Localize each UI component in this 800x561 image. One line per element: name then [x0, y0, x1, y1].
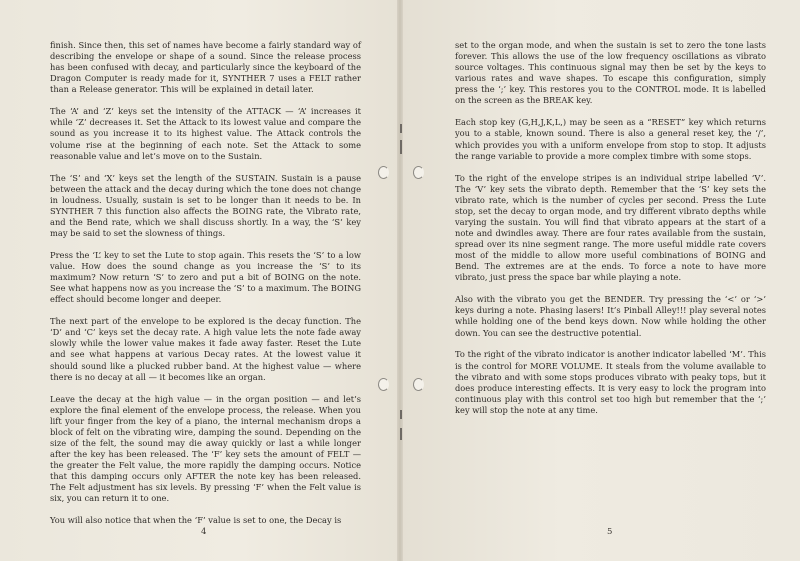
paragraph: Each stop key (G,H,J,K,L,) may be seen as a “RESET” key which returns you to a stable, known sound. There is also a general reset key, the ‘/’, which provides you with a uniform envelope from stop to stop. It adjusts the range variable to provide a more complex timbre with some stops.: [455, 117, 766, 161]
left-text-column: [50, 40, 361, 537]
paragraph: finish. Since then, this set of names have become a fairly standard way of describing the envelope or shape of a sound. Since the release process has been confused with decay, and particularly since the keyboard of the Dragon Computer is ready made for it, SYNTHER 7 uses a FELT rather than a Release generator. This will be explained in detail later.: [50, 40, 361, 95]
paragraph: The ‘S’ and ‘X’ keys set the length of the SUSTAIN. Sustain is a pause between the attack and the decay during which the tone does not change in loudness. Usually, sustain is set to be longer than it needs to be. In SYNTHER 7 this function also affects the BOING rate, the Vibrato rate, and the Bend rate, which we shall discuss shortly. In a way, the ‘S’ key may be said to set the slowness of things.: [50, 172, 361, 238]
paragraph: To the right of the vibrato indicator is another indicator labelled ‘M’. This is the control for MORE VOLUME. It steals from the volume available to the vibrato and with some stops produces vibrato with peaky tops, but it does produce interesting effects. It is very easy to lock the program into continuous play with this control set too high but remember that the ‘;’ key will stop the note at any time.: [455, 349, 766, 415]
right-text-column: [455, 40, 766, 427]
paragraph: You will also notice that when the ‘F’ value is set to one, the Decay is: [50, 515, 342, 526]
paragraph: The next part of the envelope to be explored is the decay function. The ‘D’ and ‘C’ keys set the decay rate. A high value lets the note fade away slowly while the lower value makes it fade away faster. Reset the Lute and see what happens at various Decay rates. At the lowest value it should sound like a plucked rubber band. At the highest value — where there is no decay at all — it becomes like an organ.: [50, 316, 361, 382]
staple-mark-icon: [400, 140, 402, 154]
paragraph: Press the ‘L’ key to set the Lute to stop again. This resets the ‘S’ to a low value. How does the sound change as you increase the ‘S’ to its maximum? Now return ‘S’ to zero and put a bit of BOING on the note. See what happens now as you increase the ‘S’ to a maximum. The BOING effect should become longer and deeper.: [50, 249, 361, 305]
paragraph: set to the organ mode, and when the sustain is set to zero the tone lasts forever. This allows the use of the low frequency oscillations as vibrato source voltages. This continuous signal may then be set by the keys to various rates and wave shapes. To escape this configuration, simply press the ‘;’ key. This restores you to the CONTROL mode. It is labelled on the screen as the BREAK key.: [455, 40, 766, 106]
staple-mark-icon: [400, 428, 402, 440]
book-gutter: [397, 0, 403, 561]
binding-hole-icon: [378, 378, 389, 391]
binding-hole-icon: [378, 166, 389, 179]
paragraph: To the right of the envelope stripes is an individual stripe labelled ‘V’. The ‘V’ key sets the vibrato depth. Remember that the ‘S’ key sets the vibrato rate, which is the number of cycles per second. Press the Lute stop, set the decay to organ mode, and try different vibrato depths while varying the sustain. You will find that vibrato appears at the start of a note and dwindles away. There are four rates available from the sustain, spread over its nine segment range. The more useful middle rate covers most of the middle to allow more useful combinations of BOING and Bend. The extremes are at the ends. To force a note to have more vibrato, just press the space bar while playing a note.: [455, 172, 766, 283]
binding-hole-icon: [413, 166, 424, 179]
staple-mark-icon: [400, 124, 402, 133]
binding-hole-icon: [413, 378, 424, 391]
paragraph: The ‘A’ and ‘Z’ keys set the intensity of the ATTACK — ‘A’ increases it while ‘Z’ decreases it. Set the Attack to its lowest value and compare the sound as you increase it to its highest value. The Attack controls the volume rise at the beginning of each note. Set the Attack to some reasonable value and let’s move on to the Sustain.: [50, 106, 361, 161]
page-number-right: 5: [607, 527, 613, 537]
staple-mark-icon: [400, 410, 402, 419]
page-number-left: 4: [201, 527, 207, 537]
paragraph: Leave the decay at the high value — in the organ position — and let’s explore the final element of the envelope process, the release. When you lift your finger from the key of a piano, the internal mechanism drops a block of felt on the vibrating wire, damping the sound. Depending on the size of the felt, the sound may die away quickly or last a while longer after the key has been released. The ‘F’ key sets the amount of FELT — the greater the Felt value, the more rapidly the damping occurs. Notice that this damping occurs only AFTER the note key has been released. The Felt adjustment has six levels. By pressing ‘F’ when the Felt value is six, you can return it to one.: [50, 393, 361, 504]
paragraph: Also with the vibrato you get the BENDER. Try pressing the ‘<’ or ‘>’ keys during a note. Phasing lasers! It’s Pinball Alley!!! play several notes while holding one of the bend keys down. Now while holding the other down. You can see the destructive potential.: [455, 294, 766, 338]
